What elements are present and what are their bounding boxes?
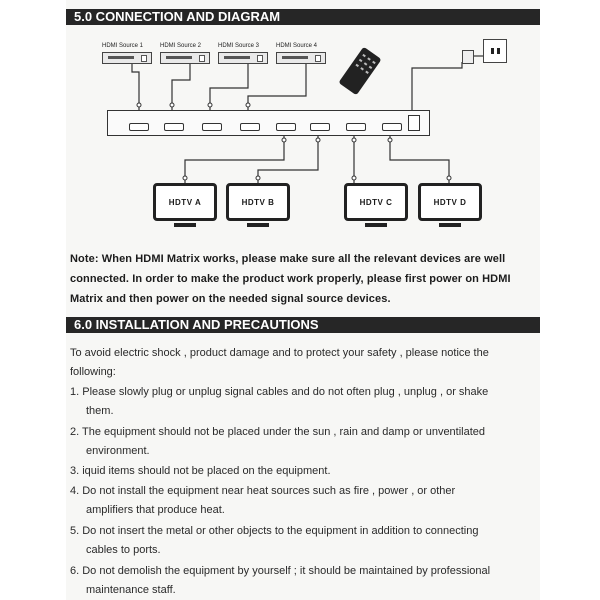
display-label: HDTV D xyxy=(433,198,467,207)
intro-line: To avoid electric shock , product damage and to protect your safety , please notice the xyxy=(70,347,489,359)
input-port xyxy=(240,123,260,131)
input-port xyxy=(164,123,184,131)
input-port xyxy=(129,123,149,131)
display-label: HDTV A xyxy=(168,198,202,207)
display-label: HDTV C xyxy=(359,198,393,207)
tv-stand xyxy=(365,223,387,227)
input-port xyxy=(202,123,222,131)
tv-icon xyxy=(344,183,408,221)
list-item-continuation: amplifiers that produce heat. xyxy=(86,504,225,516)
hdmi-source-device-icon xyxy=(160,52,210,64)
power-outlet-icon xyxy=(483,39,507,63)
list-item-continuation: them. xyxy=(86,405,114,417)
tv-stand xyxy=(174,223,196,227)
hdmi-source-device-icon xyxy=(218,52,268,64)
section-header-installation xyxy=(66,317,540,333)
list-item: 2. The equipment should not be placed under the sun , rain and damp or unventilated xyxy=(70,426,486,438)
section-title: 5.0 CONNECTION AND DIAGRAM xyxy=(74,9,281,24)
tv-icon xyxy=(153,183,217,221)
power-adapter-icon xyxy=(462,50,474,64)
power-jack xyxy=(408,115,420,131)
section-title: 6.0 INSTALLATION AND PRECAUTIONS xyxy=(74,317,319,332)
hdmi-source-device-icon xyxy=(102,52,152,64)
list-item: 6. Do not demolish the equipment by yourself ; it should be maintained by professional xyxy=(70,565,491,577)
output-port xyxy=(310,123,330,131)
source-label: HDMI Source 1 xyxy=(102,43,144,49)
list-item: 3. iquid items should not be placed on the equipment. xyxy=(70,465,331,477)
hdmi-source-device-icon xyxy=(276,52,326,64)
tv-stand xyxy=(247,223,269,227)
tv-stand xyxy=(439,223,461,227)
intro-line: following: xyxy=(70,366,116,378)
manual-page xyxy=(66,0,540,600)
source-label: HDMI Source 2 xyxy=(160,43,202,49)
tv-icon xyxy=(226,183,290,221)
source-label: HDMI Source 4 xyxy=(276,43,318,49)
note-paragraph: Note: When HDMI Matrix works, please make sure all the relevant devices are well connected. In order to make the product work properly, please first power on HDMI Matrix and then power on the needed signal source devices. xyxy=(70,253,511,305)
list-item: 4. Do not install the equipment near heat sources such as fire , power , or other xyxy=(70,485,456,497)
hdmi-matrix-icon xyxy=(107,110,430,136)
output-port xyxy=(382,123,402,131)
output-port xyxy=(346,123,366,131)
list-item-continuation: maintenance staff. xyxy=(86,584,176,596)
tv-icon xyxy=(418,183,482,221)
list-item-continuation: environment. xyxy=(86,445,150,457)
list-item: 1. Please slowly plug or unplug signal cables and do not often plug , unplug , or shake xyxy=(70,386,489,398)
output-port xyxy=(276,123,296,131)
list-item: 5. Do not insert the metal or other objects to the equipment in addition to connecting xyxy=(70,525,479,537)
display-label: HDTV B xyxy=(241,198,275,207)
source-label: HDMI Source 3 xyxy=(218,43,260,49)
list-item-continuation: cables to ports. xyxy=(86,544,161,556)
